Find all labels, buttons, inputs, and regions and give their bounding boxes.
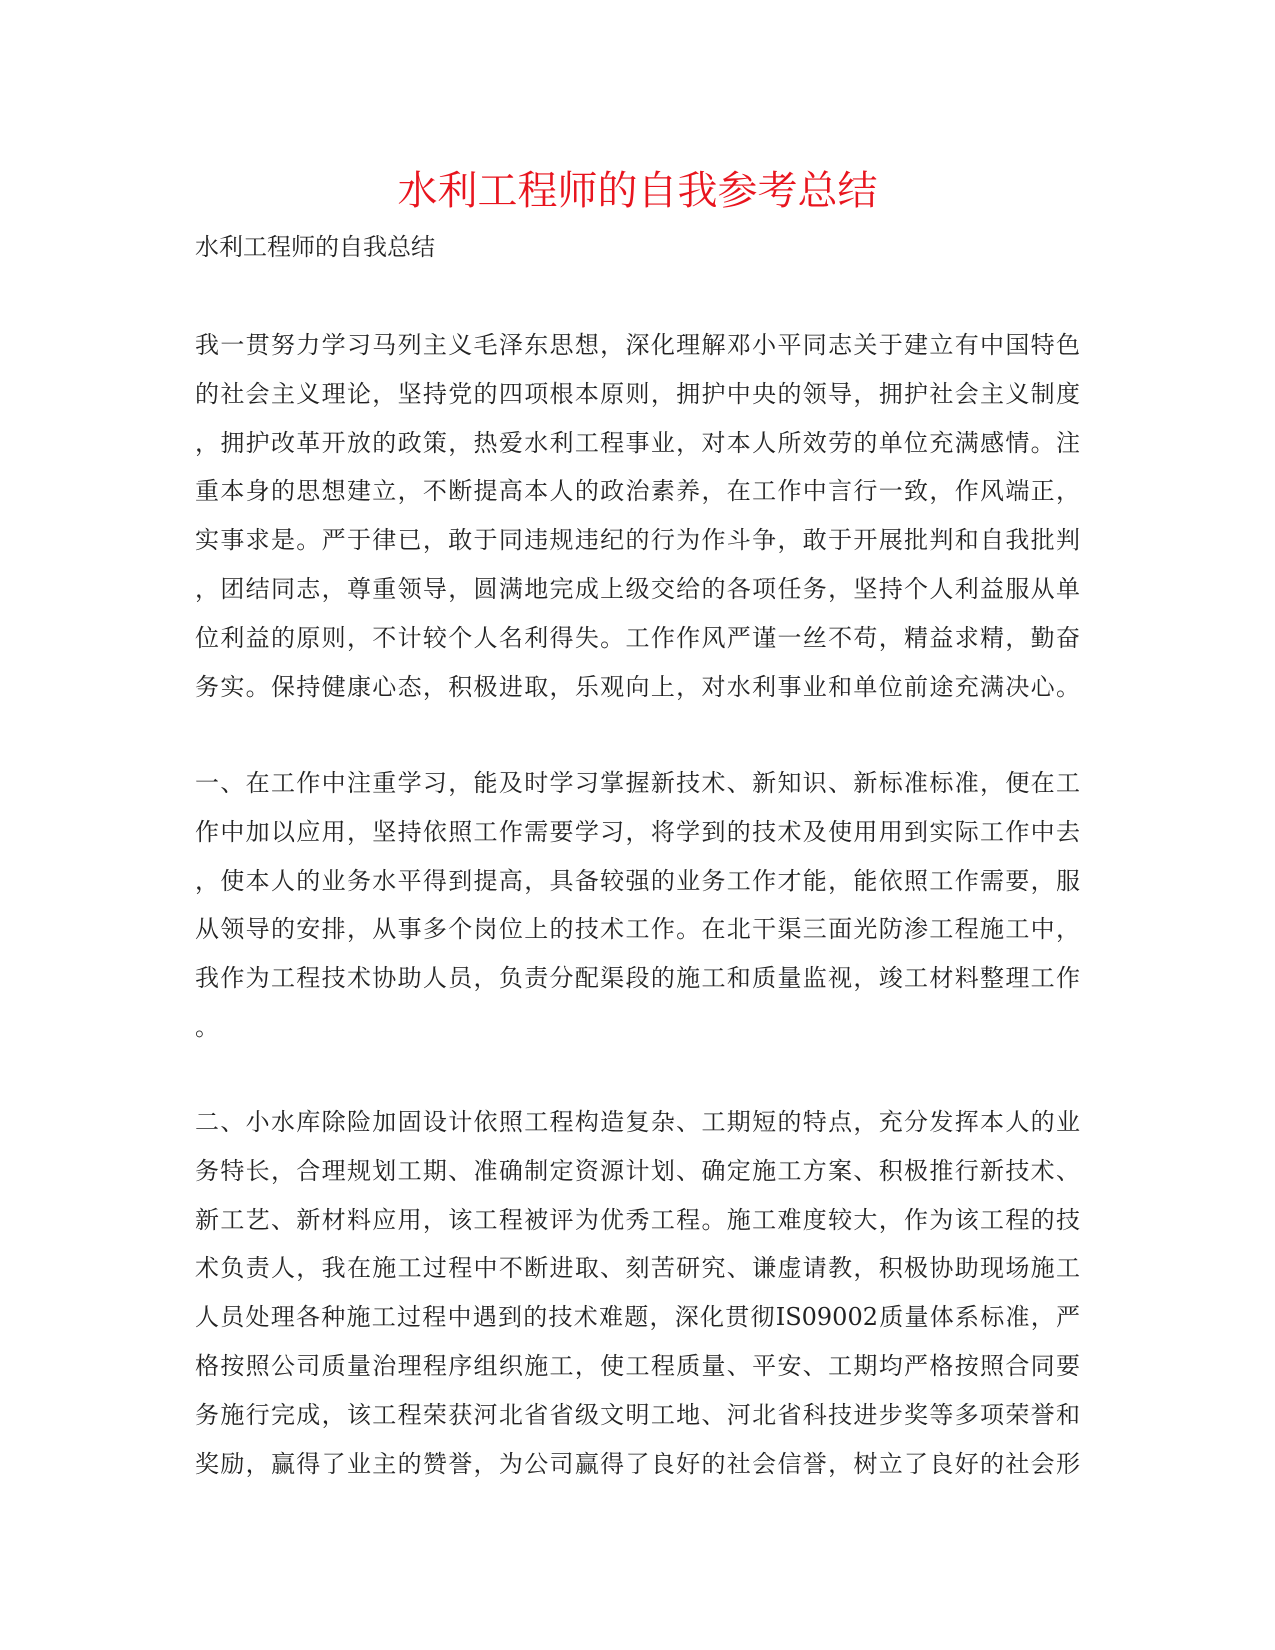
paragraph-line: 实事求是。严于律已，敢于同违规违纪的行为作斗争，敢于开展批判和自我批判 bbox=[195, 526, 1080, 555]
paragraph-line: 务特长，合理规划工期、准确制定资源计划、确定施工方案、积极推行新技术、 bbox=[195, 1156, 1080, 1185]
paragraph-line: 一、在工作中注重学习，能及时学习掌握新技术、新知识、新标准标准，便在工 bbox=[195, 769, 1080, 797]
document-title: 水利工程师的自我参考总结 bbox=[397, 168, 878, 214]
paragraph-line: 格按照公司质量治理程序组织施工，使工程质量、平安、工期均严格按照合同要 bbox=[195, 1351, 1080, 1380]
paragraph-line: 的社会主义理论，坚持党的四项根本原则，拥护中央的领导，拥护社会主义制度 bbox=[195, 379, 1080, 408]
paragraph-line: ，团结同志，尊重领导，圆满地完成上级交给的各项任务，坚持个人利益服从单 bbox=[195, 574, 1080, 603]
document-subtitle: 水利工程师的自我总结 bbox=[195, 233, 435, 261]
paragraph-2 bbox=[195, 759, 1080, 1052]
paragraph-line: 位利益的原则，不计较个人名利得失。工作作风严谨一丝不苟，精益求精，勤奋 bbox=[195, 623, 1080, 652]
paragraph-line: ，拥护改革开放的政策，热爱水利工程事业，对本人所效劳的单位充满感情。注 bbox=[195, 428, 1080, 457]
paragraph-line: ，使本人的业务水平得到提高，具备较强的业务工作才能，能依照工作需要，服 bbox=[195, 866, 1080, 895]
paragraph-line: 我一贯努力学习马列主义毛泽东思想，深化理解邓小平同志关于建立有中国特色 bbox=[195, 331, 1080, 359]
paragraph-line: 术负责人，我在施工过程中不断进取、刻苦研究、谦虚请教，积极协助现场施工 bbox=[195, 1254, 1080, 1283]
paragraph-3 bbox=[195, 1098, 1080, 1488]
paragraph-line: 从领导的安排，从事多个岗位上的技术工作。在北干渠三面光防渗工程施工中， bbox=[195, 915, 1080, 944]
paragraph-line: 务实。保持健康心态，积极进取，乐观向上，对水利事业和单位前途充满决心。 bbox=[195, 672, 1080, 701]
paragraph-line: 二、小水库除险加固设计依照工程构造复杂、工期短的特点，充分发挥本人的业 bbox=[195, 1108, 1080, 1136]
paragraph-line: 。 bbox=[195, 1012, 219, 1041]
paragraph-line: 务施行完成，该工程荣获河北省省级文明工地、河北省科技进步奖等多项荣誉和 bbox=[195, 1400, 1080, 1429]
paragraph-line: 作中加以应用，坚持依照工作需要学习，将学到的技术及使用用到实际工作中去 bbox=[195, 817, 1080, 846]
paragraph-line: 新工艺、新材料应用，该工程被评为优秀工程。施工难度较大，作为该工程的技 bbox=[195, 1205, 1080, 1234]
paragraph-line: 人员处理各种施工过程中遇到的技术难题，深化贯彻IS09002质量体系标准，严 bbox=[195, 1303, 1080, 1332]
paragraph-line: 重本身的思想建立，不断提高本人的政治素养，在工作中言行一致，作风端正， bbox=[195, 477, 1080, 506]
paragraph-1 bbox=[195, 321, 1080, 711]
paragraph-line: 奖励，赢得了业主的赞誉，为公司赢得了良好的社会信誉，树立了良好的社会形 bbox=[195, 1449, 1080, 1478]
paragraph-line: 我作为工程技术协助人员，负责分配渠段的施工和质量监视，竣工材料整理工作 bbox=[195, 964, 1080, 993]
